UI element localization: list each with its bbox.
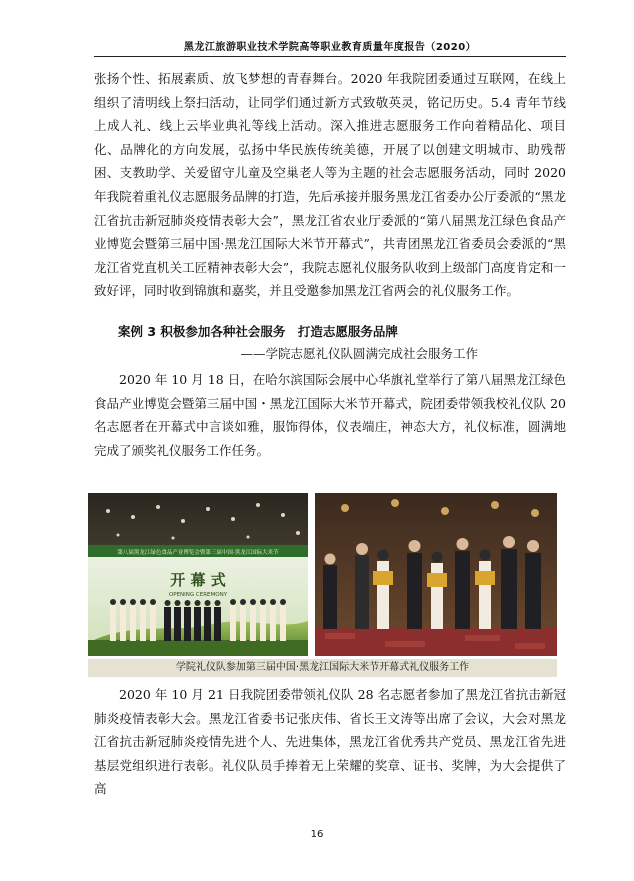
ceremony-headline: 开 幕 式: [170, 571, 226, 589]
body-paragraph-3: 2020 年 10 月 21 日我院团委带领礼仪队 28 名志愿者参加了黑龙江省抗击新冠肺炎疫情表彰大会。黑龙江省委书记张庆伟、省长王文涛等出席了会议，大会对黑龙江省抗击新冠肺炎疫情先进个人、先进集体，黑龙江省优秀共产党员、黑龙江省先进基层党组织进行表彰。礼仪队员手捧着无上荣耀的奖章、证书、奖牌，为大会提供了高: [94, 687, 566, 797]
page-number: 16: [310, 829, 324, 840]
body-paragraph-2: 2020 年 10 月 18 日，在哈尔滨国际会展中心华旗礼堂举行了第八届黑龙江绿色食品产业博览会暨第三届中国・黑龙江国际大米节开幕式，院团委带领我校礼仪队 20 名志愿者在开幕式中言谈如雅，服饰得体，仪表端庄，神态大方，礼仪标准，圆满地完成了颁奖礼仪服务工作任务。: [94, 372, 566, 458]
case-title: 案例 3 积极参加各种社会服务 打造志愿服务品牌: [118, 324, 398, 339]
body-paragraph-1: 张扬个性、拓展素质、放飞梦想的青春舞台。2020 年我院团委通过互联网，在线上组织了清明线上祭扫活动，让同学们通过新方式致敬英灵，铭记历史。5.4 青年节线上成人礼、线上云毕业典礼等线上活动。深入推进志愿服务工作向着精品化、项目化、品牌化的方向发展，弘扬中华民族传统美德，开展了以创建文明城市、助残帮困、支教助学、关爱留守儿童及空巢老人等为主题的社会志愿服务活动，同时 2020 年我院着重礼仪志愿服务品牌的打造，先后承接并服务黑龙江省委办公厅委派的“黑龙江省抗击新冠肺炎疫情表彰大会”，黑龙江省农业厅委派的“第八届黑龙江绿色食品产业博览会暨第三届中国·黑龙江国际大米节开幕式”，共青团黑龙江省委员会委派的“黑龙江省党直机关工匠精神表彰大会”，我院志愿礼仪服务队收到上级部门高度肯定和一致好评，同时收到锦旗和嘉奖，并且受邀参加黑龙江省两会的礼仪服务工作。: [94, 71, 566, 299]
photo-award-presentation: [315, 493, 557, 656]
ceremony-headline-en: OPENING CEREMONY: [168, 592, 228, 598]
header-divider: [94, 56, 566, 57]
banner-text: 第八届黑龙江绿色食品产业博览会暨第三届中国·黑龙江国际大米节: [117, 550, 279, 556]
photo-opening-ceremony: [88, 493, 308, 656]
photo-caption: 学院礼仪队参加第三届中国·黑龙江国际大米节开幕式礼仪服务工作: [88, 659, 557, 677]
case-subtitle: ——学院志愿礼仪队圆满完成社会服务工作: [240, 346, 478, 361]
report-header-title: 黑龙江旅游职业技术学院高等职业教育质量年度报告（2020）: [183, 42, 477, 53]
